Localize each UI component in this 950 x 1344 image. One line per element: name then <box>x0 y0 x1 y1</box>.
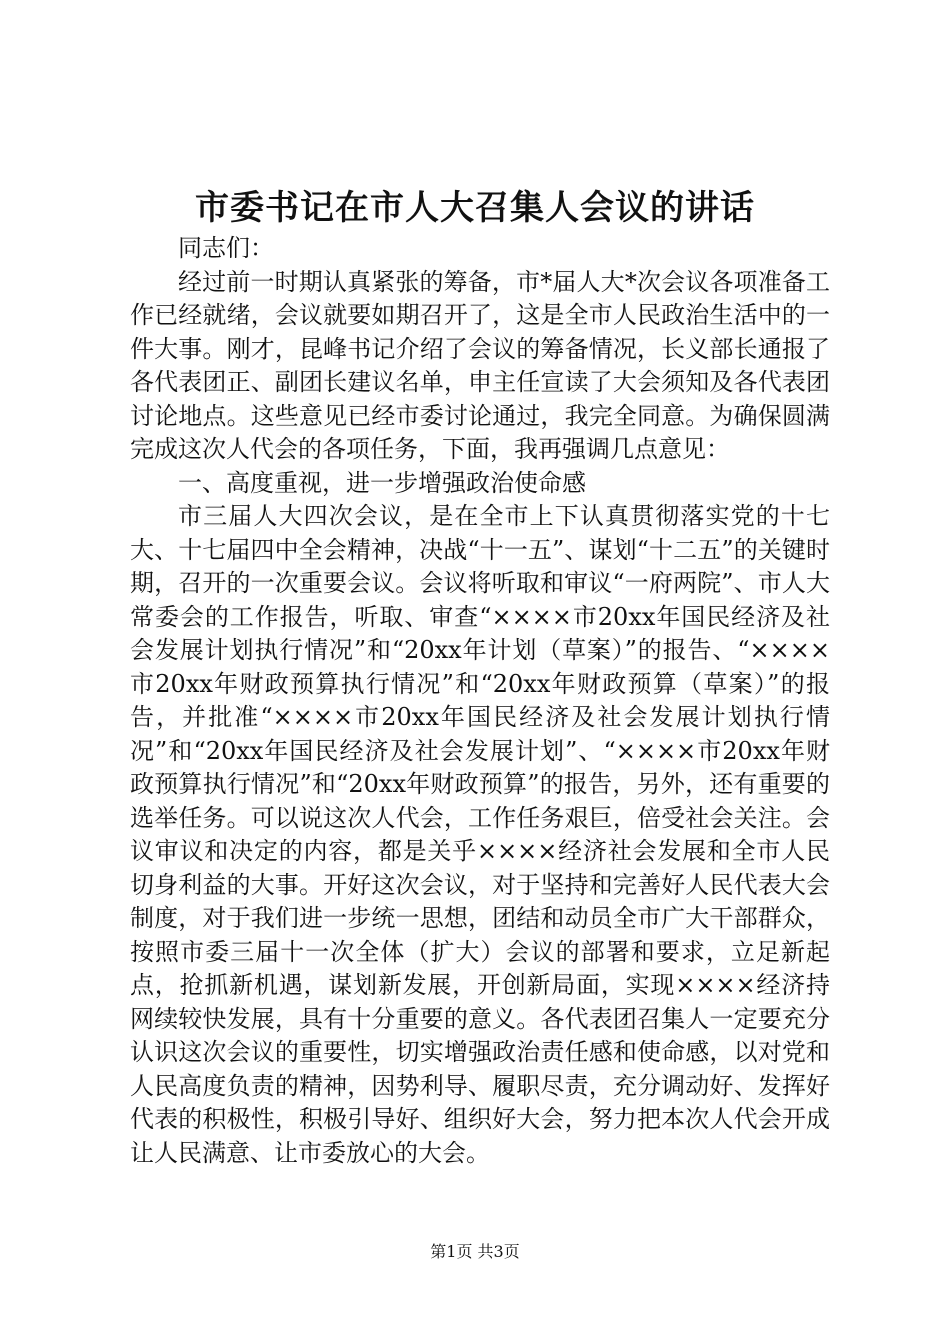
intro-paragraph: 经过前一时期认真紧张的筹备，市*届人大*次会议各项准备工作已经就绪，会议就要如期召开了，这是全市人民政治生活中的一件大事。刚才，昆峰书记介绍了会议的筹备情况，长义部长通报了各代表团正、副团长建议名单，申主任宣读了大会须知及各代表团讨论地点。这些意见已经市委讨论通过，我完全同意。为确保圆满完成这次人代会的各项任务，下面，我再强调几点意见： <box>130 267 830 463</box>
section-heading: 一、高度重视，进一步增强政治使命感 <box>178 468 586 497</box>
document-body <box>130 232 830 1170</box>
page-footer: 第1页 共3页 <box>430 1242 520 1261</box>
document-title: 市委书记在市人大召集人会议的讲话 <box>195 188 755 228</box>
section-paragraph: 市三届人大四次会议，是在全市上下认真贯彻落实党的十七大、十七届四中全会精神，决战“十一五”、谋划“十二五”的关键时期，召开的一次重要会议。会议将听取和审议“一府两院”、市人大常委会的工作报告，听取、审查“××××市20xx年国民经济及社会发展计划执行情况”和“20xx年计划（草案）”的报告、“××××市20xx年财政预算执行情况”和“20xx年财政预算（草案）”的报告，并批准“××××市20xx年国民经济及社会发展计划执行情况”和“20xx年国民经济及社会发展计划”、“××××市20xx年财政预算执行情况”和“20xx年财政预算”的报告，另外，还有重要的选举任务。可以说这次人代会，工作任务艰巨，倍受社会关注。会议审议和决定的内容，都是关乎××××经济社会发展和全市人民切身利益的大事。开好这次会议，对于坚持和完善好人民代表大会制度，对于我们进一步统一思想，团结和动员全市广大干部群众，按照市委三届十一次全体（扩大）会议的部署和要求，立足新起点，抢抓新机遇，谋划新发展，开创新局面，实现××××经济持网续较快发展，具有十分重要的意义。各代表团召集人一定要充分认识这次会议的重要性，切实增强政治责任感和使命感，以对党和人民高度负责的精神，因势利导、履职尽责，充分调动好、发挥好代表的积极性，积极引导好、组织好大会，努力把本次人代会开成让人民满意、让市委放心的大会。 <box>130 502 830 1167</box>
salutation-paragraph: 同志们： <box>178 234 274 262</box>
